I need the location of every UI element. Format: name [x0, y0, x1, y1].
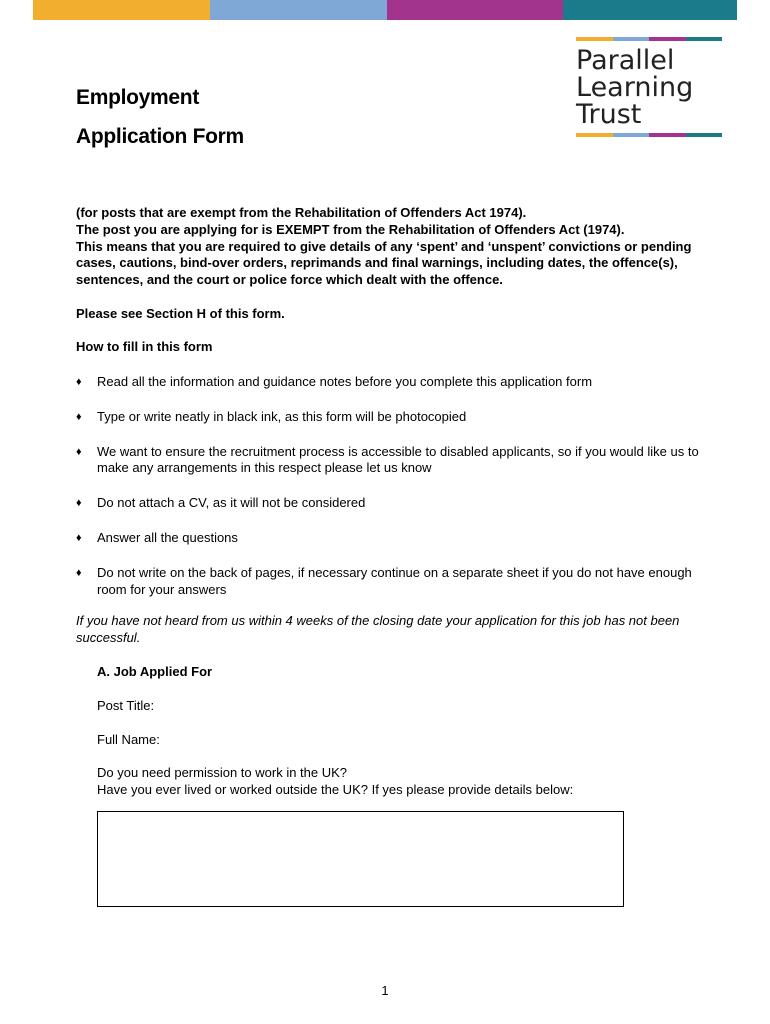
list-item: [76, 565, 706, 599]
list-item: [76, 530, 706, 547]
notice-line-2: The post you are applying for is EXEMPT from the Rehabilitation of Offenders Act (1974).: [76, 221, 625, 237]
page-title-line-2: Application Form: [76, 125, 244, 148]
parallel-learning-trust-logo: [576, 37, 722, 137]
list-item-text: We want to ensure the recruitment process is accessible to disabled applicants, so if you would like us to make any arrangements in this respect please let us know: [97, 443, 699, 476]
top-bar-magenta: [387, 0, 563, 20]
work-permission-questions: [97, 765, 573, 799]
page-number: 1: [381, 983, 389, 998]
diamond-bullet-icon: ♦: [76, 376, 82, 388]
diamond-bullet-icon: ♦: [76, 445, 82, 458]
list-item-text: Answer all the questions: [97, 529, 238, 545]
full-name-label: Full Name:: [97, 732, 160, 747]
see-section-h-note: Please see Section H of this form.: [76, 306, 285, 321]
diamond-bullet-icon: ♦: [76, 566, 82, 579]
page-title-line-1: Employment: [76, 86, 200, 109]
list-item: [76, 409, 706, 426]
instructions-list: [76, 374, 706, 616]
how-to-heading: How to fill in this form: [76, 339, 213, 354]
list-item: [76, 444, 706, 478]
list-item: [76, 495, 706, 512]
outside-uk-details-field[interactable]: [97, 811, 624, 907]
permission-question: Do you need permission to work in the UK?: [97, 765, 348, 780]
logo-top-stripe: [576, 37, 722, 41]
logo-line-3: Trust: [576, 99, 642, 130]
exemption-notice: [76, 205, 716, 289]
logo-line-1: Parallel: [576, 45, 675, 76]
top-bar-teal: [563, 0, 737, 20]
logo-text: [576, 47, 722, 128]
list-item-text: Do not write on the back of pages, if necessary continue on a separate sheet if you do not have enough room for your answers: [97, 564, 692, 597]
notice-line-3: This means that you are required to give details of any ‘spent’ and ‘unspent’ convictions or pending cases, cautions, bind-over orders, reprimands and final warnings, including dates, the offence(s), sentences, and the court or police force which dealt with the offence.: [76, 238, 692, 288]
top-bar-yellow: [33, 0, 210, 20]
top-color-bar: [33, 0, 737, 20]
logo-bottom-stripe: [576, 133, 722, 137]
list-item: [76, 374, 706, 391]
logo-line-2: Learning: [576, 72, 694, 103]
notice-line-1: (for posts that are exempt from the Rehabilitation of Offenders Act 1974).: [76, 205, 527, 220]
closing-note: If you have not heard from us within 4 weeks of the closing date your application for this job has not been successful.: [76, 613, 680, 645]
list-item-text: Read all the information and guidance notes before you complete this application form: [97, 374, 593, 389]
post-title-label: Post Title:: [97, 698, 155, 713]
section-a-heading: A. Job Applied For: [97, 664, 213, 679]
diamond-bullet-icon: ♦: [76, 497, 82, 510]
diamond-bullet-icon: ♦: [76, 410, 82, 423]
list-item-text: Do not attach a CV, as it will not be considered: [97, 495, 366, 511]
top-bar-blue: [210, 0, 387, 20]
diamond-bullet-icon: ♦: [76, 531, 82, 544]
lived-outside-question: Have you ever lived or worked outside the UK? If yes please provide details below:: [97, 781, 574, 797]
list-item-text: Type or write neatly in black ink, as this form will be photocopied: [97, 408, 467, 424]
